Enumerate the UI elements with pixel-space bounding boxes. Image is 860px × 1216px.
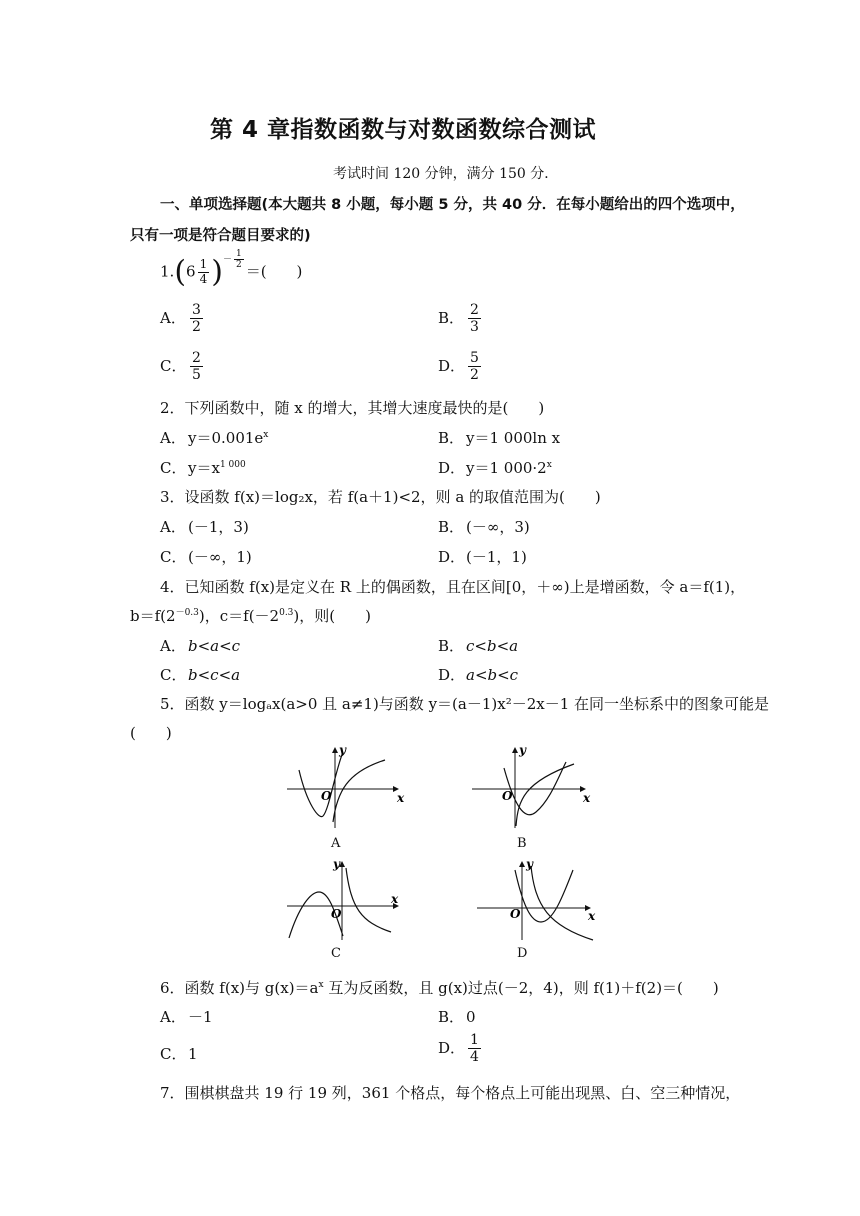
q4-option-c[interactable] (160, 664, 240, 685)
option-label: B． (438, 308, 465, 327)
option-text: (－∞，1) (188, 548, 252, 566)
graph-c[interactable] (285, 856, 405, 942)
option-text: (－1，1) (466, 548, 527, 566)
option-label: D． (438, 1038, 466, 1057)
question-5-line1: 5．函数 y＝logₐx(a>0 且 a≠1)与函数 y＝(a－1)x²－2x－1 在同一坐标系中的图象可能是 (160, 695, 770, 713)
question-4-line2 (130, 605, 371, 626)
option-sup: x (546, 460, 552, 470)
q4-sup2: 0.3 (279, 608, 294, 618)
q4-option-b[interactable] (438, 635, 518, 656)
fraction-numerator: 2 (470, 302, 479, 318)
fraction-denominator: 2 (192, 319, 201, 336)
fraction-numerator: 5 (470, 350, 479, 366)
option-label: C． (160, 548, 187, 566)
question-6-stem (160, 977, 719, 998)
option-label: D． (438, 459, 466, 477)
q2-option-c[interactable] (160, 457, 246, 478)
q6-stem-part2: 互为反函数，且 g(x)过点(－2，4)，则 f(1)＋f(2)＝( ) (323, 979, 719, 997)
graph-a[interactable] (285, 742, 405, 832)
q6-option-a[interactable] (160, 1006, 213, 1027)
fraction-numerator: 1 (470, 1032, 479, 1048)
q3-option-b[interactable] (438, 516, 530, 537)
q1-option-a[interactable] (160, 302, 205, 335)
y-axis-label: y (519, 743, 526, 757)
q4-option-a[interactable] (160, 635, 240, 656)
option-sup: 1 000 (219, 460, 246, 470)
q1-exp-den: 2 (235, 260, 242, 271)
fraction-denominator: 3 (470, 319, 479, 336)
log-curve (346, 868, 391, 932)
y-arrow-icon (332, 747, 338, 753)
parabola-curve (515, 870, 573, 922)
question-2-stem: 2．下列函数中，随 x 的增大，其增大速度最快的是( ) (160, 399, 545, 417)
option-label: A． (160, 518, 186, 536)
q2-option-b[interactable] (438, 427, 560, 448)
q1-base-num: 1 (199, 257, 208, 272)
fraction-denominator: 2 (470, 367, 479, 384)
q4-option-d[interactable] (438, 664, 518, 685)
option-text: y＝1 000ln x (466, 429, 561, 447)
graph-d-label: D (517, 946, 528, 961)
log-curve (333, 760, 385, 822)
q1-base-den: 4 (199, 271, 208, 286)
option-text: 1 (188, 1045, 198, 1063)
option-label: D． (438, 666, 466, 684)
q6-sup: x (318, 980, 324, 990)
option-label: A． (160, 429, 186, 447)
q1-option-d[interactable] (438, 350, 483, 383)
q4-tail: )，则( ) (293, 607, 371, 625)
option-label: A． (160, 308, 186, 327)
section-heading-line1: 一、单项选择题(本大题共 8 小题，每小题 5 分，共 40 分．在每小题给出的四个选项中， (160, 197, 745, 213)
q4-b-def: b＝f(2 (130, 607, 176, 625)
q1-base-int: 6 (186, 262, 196, 281)
x-axis-label: x (397, 791, 405, 805)
x-axis-label: x (583, 791, 591, 805)
option-label: C． (160, 1045, 187, 1063)
q3-option-d[interactable] (438, 546, 527, 567)
option-text: y＝1 000·2 (466, 459, 547, 477)
option-label: B． (438, 429, 465, 447)
option-text: b<a<c (188, 637, 241, 655)
fraction-denominator: 5 (192, 367, 201, 384)
graph-a-label: A (331, 836, 341, 851)
option-label: B． (438, 637, 465, 655)
y-axis-label: y (526, 857, 533, 871)
option-label: C． (160, 356, 187, 375)
section-heading-line2: 只有一项是符合题目要求的) (130, 228, 311, 244)
y-axis-label: y (339, 743, 346, 757)
option-text: b<c<a (188, 666, 241, 684)
option-text: 0 (466, 1008, 476, 1026)
q1-tail: ＝( ) (245, 262, 303, 281)
y-axis-label: y (333, 857, 340, 871)
origin-label: O (510, 907, 521, 921)
option-label: A． (160, 637, 186, 655)
question-5-line2: ( ) (130, 724, 172, 742)
q3-option-a[interactable] (160, 516, 249, 537)
x-axis-label: x (391, 892, 399, 906)
log-curve (516, 764, 574, 826)
y-arrow-icon (512, 747, 518, 753)
graph-d[interactable] (475, 856, 600, 942)
graph-b-label: B (517, 836, 527, 851)
graph-b[interactable] (470, 742, 595, 832)
question-4-line1: 4．已知函数 f(x)是定义在 R 上的偶函数，且在区间[0，＋∞)上是增函数，令 a＝f(1)， (160, 578, 746, 596)
option-text: (－1，3) (188, 518, 249, 536)
q6-stem-part1: 6．函数 f(x)与 g(x)＝a (160, 979, 319, 997)
q1-option-c[interactable] (160, 350, 205, 383)
fraction-numerator: 2 (192, 350, 201, 366)
option-sup: x (263, 430, 269, 440)
q2-option-a[interactable] (160, 427, 268, 448)
q6-option-c[interactable] (160, 1043, 198, 1064)
origin-label: O (331, 907, 342, 921)
question-3-stem: 3．设函数 f(x)＝log₂x，若 f(a＋1)<2，则 a 的取值范围为( ) (160, 488, 601, 506)
option-text: (－∞，3) (466, 518, 530, 536)
x-axis-label: x (588, 909, 596, 923)
q2-option-d[interactable] (438, 457, 552, 478)
option-label: D． (438, 548, 466, 566)
option-label: B． (438, 1008, 465, 1026)
fraction-denominator: 4 (470, 1049, 479, 1066)
fraction-numerator: 3 (192, 302, 201, 318)
question-7-stem: 7．围棋棋盘共 19 行 19 列，361 个格点，每个格点上可能出现黑、白、空三种情况， (160, 1084, 741, 1102)
page-title: 第 4 章指数函数与对数函数综合测试 (210, 117, 597, 143)
q6-option-b[interactable] (438, 1006, 476, 1027)
q4-sup1: －0.3 (175, 608, 199, 618)
q3-option-c[interactable] (160, 546, 252, 567)
question-1: 1.(6 $\frac{1}{4}$ )$^{- \frac{1}{2}}$ ＝( ) (160, 249, 303, 290)
option-text: －1 (188, 1008, 213, 1026)
q1-option-b[interactable] (438, 302, 483, 335)
q4-c-def: )，c＝f(－2 (198, 607, 280, 625)
graph-c-label: C (331, 946, 341, 961)
q1-exp-num: 1 (235, 249, 242, 259)
exam-info: 考试时间 120 分钟，满分 150 分． (333, 166, 559, 182)
q6-option-d[interactable] (438, 1032, 483, 1065)
origin-label: O (321, 789, 332, 803)
option-label: C． (160, 459, 187, 477)
option-label: C． (160, 666, 187, 684)
option-label: B． (438, 518, 465, 536)
option-label: D． (438, 356, 466, 375)
option-text: y＝0.001e (188, 429, 264, 447)
option-text: a<b<c (466, 666, 519, 684)
q1-number: 1. (160, 262, 175, 281)
log-curve (531, 866, 593, 940)
option-text: c<b<a (466, 637, 519, 655)
option-label: A． (160, 1008, 186, 1026)
y-arrow-icon (519, 861, 525, 867)
option-text: y＝x (188, 459, 220, 477)
origin-label: O (502, 789, 513, 803)
parabola-curve (504, 762, 566, 815)
